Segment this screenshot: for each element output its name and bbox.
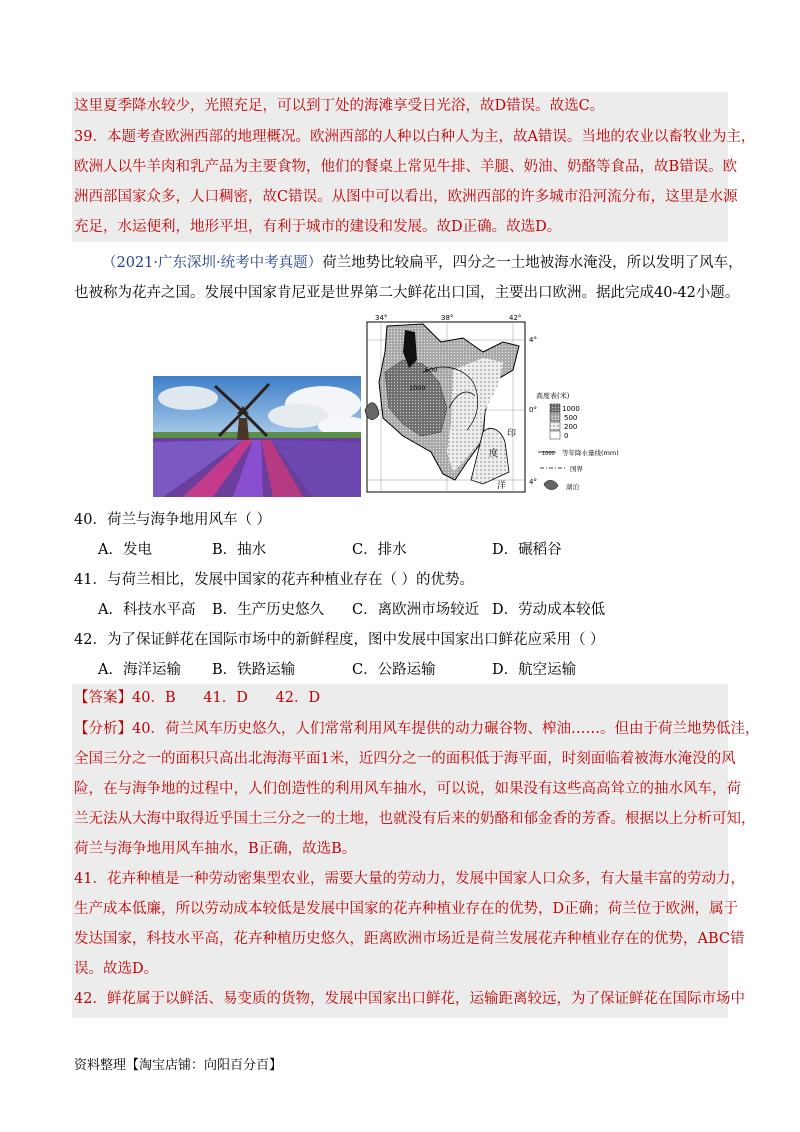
option-d: D．劳动成本较低 [492,602,606,618]
sea-label: 印 [507,429,517,439]
answer-block-39 [74,122,756,242]
text-line: 发达国家，科技水平高，花卉种植历史悠久，距离欧洲市场近是荷兰发展花卉种植业存在的优势，ABC错 [74,931,745,947]
option-a: A．海洋运输 [98,662,181,678]
analysis-block [74,714,760,1014]
option-c: C．排水 [352,542,407,558]
text-line: 荷兰与海争地用风车抽水，B正确，故选B。 [74,841,357,857]
option-b: B．抽水 [212,542,267,558]
question-42-stem: 42．为了保证鲜花在国际市场中的新鲜程度，图中发展中国家出口鲜花应采用（ ） [74,632,605,648]
question-intro [74,248,743,308]
question-41-stem: 41．与荷兰相比，发展中国家的花卉种植业存在（ ）的优势。 [74,572,475,588]
windmill-photo-graphic [153,376,361,497]
legend-title: 高度表(米) [536,392,570,400]
legend-lake: 湖泊 [566,483,579,491]
question-42-options [98,656,698,684]
legend-isohyet: 等年降水量线(mm) [562,449,619,457]
sea-label: 度 [489,449,499,459]
answer-line: 【答案】40．B 41．D 42．D [74,690,321,706]
option-d: D．碾稻谷 [492,542,562,558]
kenya-map [363,312,551,494]
lat-label: 4° [529,336,537,344]
lon-label: 42° [509,314,522,322]
lat-label: 0° [529,406,537,414]
legend-level: 500 [564,414,578,422]
contour-label: 500 [425,366,438,374]
map-legend [536,388,636,496]
question-41-options [98,596,698,624]
text-line: 生产成本低廉，所以劳动成本较低是发展中国家的花卉种植业存在的优势，D正确；荷兰位于欧洲，属于 [74,901,739,917]
text-line: 【分析】40．荷兰风车历史悠久，人们常常利用风车提供的动力碾谷物、榨油……。但由于荷兰地势低洼， [74,721,760,737]
legend-isohyet-sample: 1000 [542,451,555,457]
option-b: B．铁路运输 [212,662,296,678]
text-line: 39．本题考查欧洲西部的地理概况。欧洲西部的人种以白种人为主，故A错误。当地的农业以畜牧业为主， [74,129,756,145]
text-line: 41．花卉种植是一种劳动密集型农业，需要大量的劳动力，发展中国家人口众多，有大量丰富的劳动力， [74,871,745,887]
text-line: 洲西部国家众多，人口稠密，故C错误。从图中可以看出，欧洲西部的许多城市沿河流分布，这里是水源 [74,189,738,205]
question-source: （2021·广东深圳·统考中考真题） [102,255,323,271]
legend-level: 1000 [562,405,580,413]
text-line: 误。故选D。 [74,961,159,977]
question-40-stem: 40．荷兰与海争地用风车（ ） [74,512,272,528]
question-40-options [98,536,698,564]
text-line: 42．鲜花属于以鲜活、易变质的货物，发展中国家出口鲜花，运输距离较远，为了保证鲜花在国际市场中 [74,991,745,1007]
page-footer: 资料整理【淘宝店铺：向阳百分百】 [74,1058,283,1073]
text-line: 全国三分之一的面积只高出北海海平面1米，近四分之一的面积低于海平面，时刻面临着被海水淹没的风 [74,751,736,767]
intro-line-2: 也被称为花卉之国。发展中国家肯尼亚是世界第二大鲜花出口国，主要出口欧洲。据此完成40-42小题。 [74,285,740,301]
option-c: C．离欧洲市场较近 [352,602,480,618]
option-d: D．航空运输 [492,662,577,678]
text-line: 充足，水运便利，地形平坦，有利于城市的建设和发展。故D正确。故选D。 [74,219,562,235]
lat-label: 4° [529,478,537,486]
text-line: 这里夏季降水较少，光照充足，可以到丁处的海滩享受日光浴，故D错误。故选C。 [74,98,605,114]
text-line: 欧洲人以牛羊肉和乳产品为主要食物，他们的餐桌上常见牛排、羊腿、奶油、奶酪等食品，故B错误。欧 [74,159,738,175]
map-legend-graphic [536,388,636,496]
legend-level: 200 [564,423,578,431]
option-c: C．公路运输 [352,662,436,678]
answer-block-38 [74,92,730,120]
sea-label: 洋 [497,481,507,491]
lon-label: 34° [375,314,388,322]
intro-line-1 [74,248,743,278]
contour-label: 1000 [409,384,426,392]
option-a: A．发电 [98,542,152,558]
windmill-photo [153,376,361,497]
option-a: A．科技水平高 [98,602,196,618]
legend-level: 0 [564,432,569,440]
legend-border: 国界 [570,465,583,473]
kenya-map-graphic [363,312,551,494]
text-line: 兰无法从大海中取得近乎国土三分之一的土地，也就没有后来的奶酪和郁金香的芳香。根据以上分析可知， [74,811,756,827]
lon-label: 38° [441,314,454,322]
intro-text: 荷兰地势比较扁平，四分之一土地被海水淹没，所以发明了风车， [322,255,743,271]
text-line: 险，在与海争地的过程中，人们创造性的利用风车抽水，可以说，如果没有这些高高耸立的抽水风车，荷 [74,781,741,797]
option-b: B．生产历史悠久 [212,602,325,618]
